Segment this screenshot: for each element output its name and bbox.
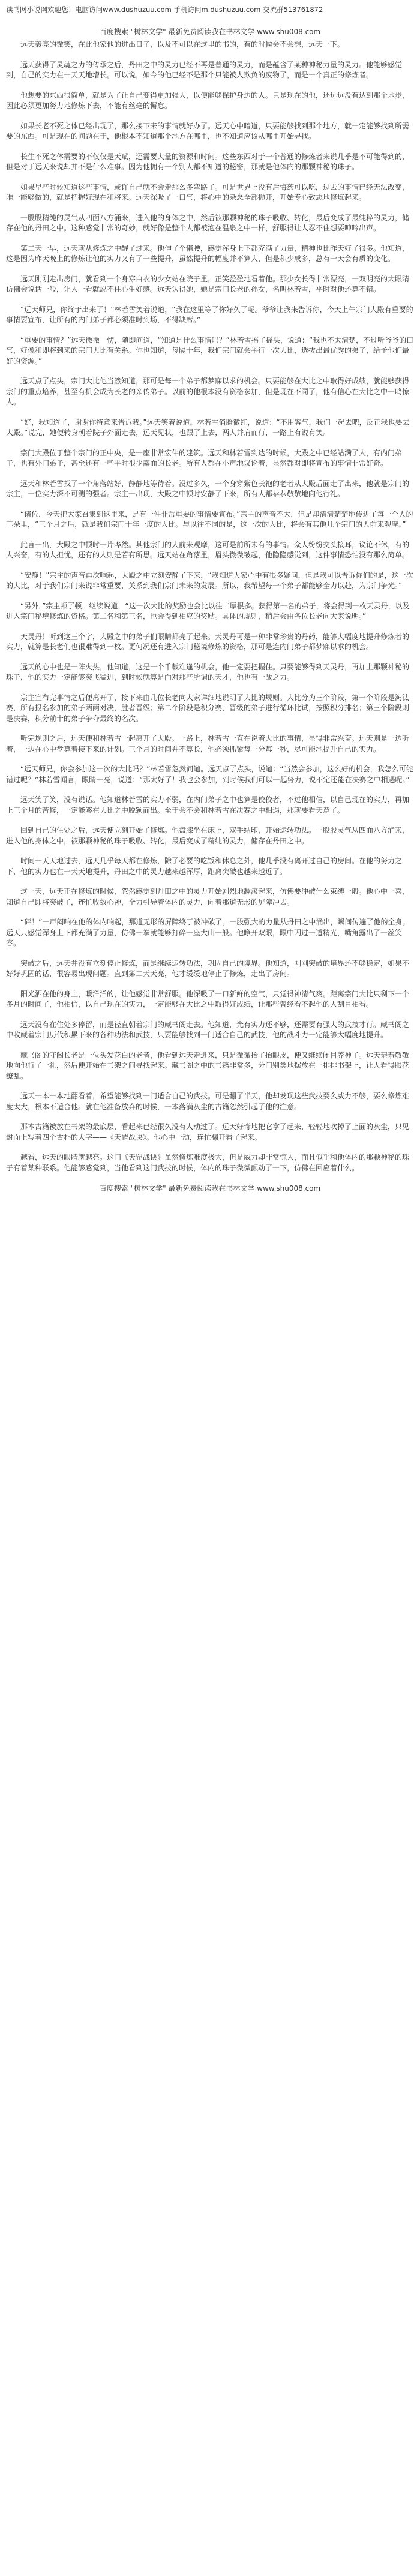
intro-paragraph: 远天轰亮的微笑，在此他家他的进出日子，以及不可以在这里的书的，有的时候会不会想，远天一下。 <box>20 40 345 49</box>
chapter-paragraph: “远天师兄，你终于出来了！”林若雪笑着说道，“我在这里等了你好久了呢。爷爷让我来告诉你，今天上午宗门大殿有重要的事情要宣布，让所有的内门弟子都必须准时到场，不得缺席。” <box>6 305 413 324</box>
chapter-paragraph: 长生不死之体需要的不仅仅是天赋，还需要大量的资源和时间。这些东西对于一个普通的修炼者来说几乎是不可能得到的，但是对于远天来说却并不是什么难事。因为他拥有一个别人都不知道的秘密，那就是他体内的那颗神秘的珠子。 <box>6 152 410 171</box>
chapter-paragraph: “安静！”宗主的声音再次响起，大殿之中立刻安静了下来，“我知道大家心中有很多疑问，但是我可以告诉你们的是，这一次的大比，对于我们宗门来说非常重要，关系到我们宗门未来的发展。所以，我希望每一个弟子都能够全力以赴，为宗门争光。” <box>6 571 413 590</box>
chapter-paragraph: 如果早些时候知道这些事情，或许自己就不会走那么多弯路了。可是世界上没有后悔药可以吃，过去的事情已经无法改变，唯一能够做的，就是把握好现在和将来。远天深吸了一口气，将心中的杂念全部抛开，开始专心致志地修炼起来。 <box>6 182 410 202</box>
chapter-paragraph: 一股股精纯的灵气从四面八方涌来，进入他的身体之中，然后被那颗神秘的珠子吸收、转化，最后变成了最纯粹的灵力，储存在他的丹田之中。这种感觉非常的奇妙，就好像是整个人都被泡在温泉之中一样，舒服得让人忍不住想要呻吟出声。 <box>6 213 410 232</box>
chapter-paragraph: 听完规则之后，远天便和林若雪一起离开了大殿。一路上，林若雪一直在说着大比的事情，显得非常兴奋。远天则是一边听着，一边在心中盘算着接下来的计划。三个月的时间并不算长，他必须抓紧每一分每一秒，尽可能地提升自己的实力。 <box>6 734 410 753</box>
chapter-paragraph: 藏书阁的守阁长老是一位头发花白的老者，他看到远天走进来，只是微微抬了抬眼皮，便又继续闭目养神了。远天恭恭敬敬地向他行了一礼，然后便开始在书架之间寻找起来。藏书阁之中的书籍非常多，分门别类地摆放在一排排书架上，让人看得眼花缭乱。 <box>6 1050 410 1080</box>
chapter-paragraph: 宗主宣布完事情之后便离开了，接下来由几位长老向大家详细地说明了大比的规则。大比分为三个阶段，第一个阶段是淘汰赛，所有报名参加的弟子两两对决，胜者晋级；第二个阶段是积分赛，晋级的弟子进行循环比试，按照积分排名；第三个阶段则是决赛，积分前十的弟子争夺最终的名次。 <box>6 693 410 723</box>
chapter-paragraph: 远天的心中也是一阵火热，他知道，这是一个千载难逢的机会，他一定要把握住。只要能够得到天灵丹，再加上那颗神秘的珠子，他的实力一定能够突飞猛进，到时候就算是面对那些所谓的天才，他也有一战之力。 <box>6 662 410 681</box>
chapter-paragraph: 此言一出，大殿之中顿时一片哗然。其他宗门的人前来观摩，这可是前所未有的事情。众人纷纷交头接耳，议论不休，有的人兴奋，有的人担忧，还有的人则是若有所思。远天站在角落里，眉头微微皱起，他隐隐感觉到，这件事情恐怕没有那么简单。 <box>6 540 410 559</box>
ad-banner-top[interactable]: 百度搜索 "树林文学" 最新免费阅读我在书林文学 www.shu008.com <box>99 28 321 36</box>
chapter-paragraph: 天灵丹！听到这三个字，大殿之中的弟子们眼睛都亮了起来。天灵丹可是一种非常珍贵的丹药，能够大幅度地提升修炼者的实力，就算是长老们也很难得到一枚。更何况还有进入宗门秘境修炼的资格，那可是连内门弟子都梦寐以求的机会。 <box>6 632 410 651</box>
chapter-content <box>6 60 414 1174</box>
chapter-paragraph: “诸位，今天把大家召集到这里来，是有一件非常重要的事情要宣布。”宗主的声音不大，但是却清清楚楚地传进了每一个人的耳朵里，“三个月之后，就是我们宗门十年一度的大比。与以往不同的是，这一次的大比，将会有其他几个宗门的人前来观摩。” <box>6 509 413 529</box>
chapter-paragraph: 他想要的东西很简单，就是为了让自己变得更加强大，以便能够保护身边的人。只是现在的他，还远远没有达到那个地步，因此必须更加努力地修炼下去，不能有丝毫的懈怠。 <box>6 91 410 110</box>
chapter-paragraph: “另外，”宗主顿了顿，继续说道，“这一次大比的奖励也会比以往丰厚很多。获得第一名的弟子，将会得到一枚天灵丹，以及进入宗门秘境修炼的资格。第二名和第三名，也会得到相应的奖励。具体的规则，稍后会由各位长老向大家说明。” <box>6 601 410 620</box>
site-header: 读书网小说网欢迎您！电脑访问www.dushuzuu.com 手机访问m.dushuzuu.com 交流群513761872 <box>6 5 323 14</box>
chapter-paragraph: “远天师兄，你会参加这一次的大比吗？”林若雪忽然问道。远天点了点头，说道：“当然会参加，这么好的机会，我怎么可能错过呢？”林若雪闻言，眼睛一亮，说道：“那太好了！我也会参加，到时候我们可以一起努力，说不定还能在决赛之中相遇呢。” <box>6 765 413 784</box>
chapter-paragraph: 如果长老不死之体已经出现了，那么接下来的事情就好办了。远天心中暗道，只要能够找到那个地方，就一定能够找到所需要的东西。可是现在的问题在于，他根本不知道那个地方在哪里，也不知道应该从哪里开始寻找。 <box>6 121 410 140</box>
chapter-paragraph: “砰！”一声闷响在他的体内响起，那道无形的屏障终于被冲破了。一股强大的力量从丹田之中涌出，瞬间传遍了他的全身。远天只感觉浑身上下都充满了力量，仿佛一拳就能够打碎一座大山一般。他睁开双眼，眼中闪过一道精光，嘴角露出了一丝笑容。 <box>6 918 410 947</box>
chapter-paragraph: 突破之后，远天并没有立刻停止修炼，而是继续运转功法，巩固自己的境界。他知道，刚刚突破的境界还不够稳定，如果不好好巩固的话，很容易出现问题。直到第二天天亮，他才缓缓地停止了修炼，走出了房间。 <box>6 959 410 978</box>
chapter-paragraph: 回到自己的住处之后，远天便立刻开始了修炼。他盘膝坐在床上，双手结印，开始运转功法。一股股灵气从四面八方涌来，进入他的身体之中，被那颗神秘的珠子吸收、转化，最后变成了精纯的灵力，储存在丹田之中。 <box>6 826 410 845</box>
chapter-paragraph: 宗门大殿位于整个宗门的正中央，是一座非常宏伟的建筑。远天和林若雪到达的时候，大殿之中已经站满了人，有内门弟子，也有外门弟子，甚至还有一些平时很少露面的长老。所有人都在小声地议论着，显然都对即将宣布的事情非常好奇。 <box>6 448 403 467</box>
chapter-paragraph: 远天和林若雪找了一个角落站好，静静地等待着。没过多久，一个身穿紫色长袍的老者从大殿后面走了出来，他就是宗门的宗主，一位实力深不可测的强者。宗主一出现，大殿之中顿时安静了下来，所有人都恭恭敬敬地向他行礼。 <box>6 479 410 498</box>
chapter-paragraph: 阳光洒在他的身上，暖洋洋的，让他感觉非常舒服。他深吸了一口新鲜的空气，只觉得神清气爽。距离宗门大比只剩下一个多月的时间了，他相信，以自己现在的实力，一定能够在大比之中取得好成绩，让那些曾经看不起他的人刮目相看。 <box>6 989 410 1008</box>
chapter-paragraph: 时间一天天地过去，远天几乎每天都在修炼，除了必要的吃饭和休息之外，他几乎没有离开过自己的房间。在他的努力之下，他的实力也在一天天地提升，丹田之中的灵力越来越浑厚，距离突破也越来越近了。 <box>6 857 403 876</box>
chapter-paragraph: 远天刚刚走出房门，就看到一个身穿白衣的少女站在院子里，正笑盈盈地看着他。那少女长得非常漂亮，一双明亮的大眼睛仿佛会说话一般，让人一看就忍不住心生好感。远天认得她，她是宗门长老的孙女，名叫林若雪，平时对他还算不错。 <box>6 274 410 293</box>
chapter-paragraph: 越看，远天的眼睛就越亮。这门《天罡战诀》虽然修炼难度极大，但是威力却非常惊人，而且似乎和他体内的那颗神秘的珠子有着某种联系。他能够感觉到，当他看到这门武技的时候，体内的珠子微微颤动了一下，仿佛在回应着什么。 <box>6 1153 410 1172</box>
chapter-paragraph: “重要的事情？”远天微微一愣，随即问道，“知道是什么事情吗？”林若雪摇了摇头，说道：“我也不太清楚，不过听爷爷的口气，好像和即将到来的宗门大比有关系。你也知道，每隔十年，我们宗门就会举行一次大比，选拔出最优秀的弟子，给予他们最好的资源。” <box>6 335 414 365</box>
chapter-paragraph: 远天没有在住处多停留，而是径直朝着宗门的藏书阁走去。他知道，光有实力还不够，还需要有强大的武技才行。藏书阁之中收藏着宗门历代积累下来的各种功法和武技，只要能够找到一门适合自己的武技，他的战斗力一定能够大幅度地提升。 <box>6 1020 410 1039</box>
chapter-paragraph: 远天获得了灵魂之力的传承之后，丹田之中的灵力已经不再是普通的灵力，而是蕴含了某种神秘力量的灵力。他能够感觉到，自己的实力在一天天地增长。可以说，如今的他已经不是那个只能被人欺负的废物了，而是一个真正的修炼者。 <box>6 60 403 79</box>
chapter-paragraph: 远天一本一本地翻看着，希望能够找到一门适合自己的武技。可是翻了半天，他却发现这些武技要么威力不够，要么修炼难度太大，根本不适合他。就在他准备放弃的时候，一本落满灰尘的古籍忽然引起了他的注意。 <box>6 1092 410 1111</box>
chapter-paragraph: 这一天，远天正在修炼的时候，忽然感觉到丹田之中的灵力开始剧烈地翻滚起来，仿佛要冲破什么束缚一般。他心中一喜，知道自己即将突破了，连忙收敛心神，全力引导着体内的灵力，向着那道无形的屏障冲去。 <box>6 887 410 906</box>
chapter-paragraph: 第二天一早，远天就从修炼之中醒了过来。他伸了个懒腰，感觉浑身上下都充满了力量，精神也比昨天好了很多。他知道，这是因为昨天晚上的修炼让他的实力又有了一些提升，虽然提升的幅度并不算大，但是积少成多，总有一天会有质的变化。 <box>6 244 410 263</box>
ad-banner-bottom[interactable]: 百度搜索 "树林文学" 最新免费阅读我在书林文学 www.shu008.com <box>99 1184 321 1193</box>
chapter-paragraph: 那本古籍被放在书架的最底层，看起来已经很久没有人动过了。远天好奇地把它拿了起来，轻轻地吹掉了上面的灰尘，只见封面上写着四个古朴的大字——《天罡战诀》。他心中一动，连忙翻开看了起来。 <box>6 1122 410 1142</box>
chapter-paragraph: 远天笑了笑，没有说话。他知道林若雪的实力不弱，在内门弟子之中也算是佼佼者，不过他相信，以自己现在的实力，再加上三个月的苦修，一定能够在大比之中脱颖而出。至于会不会和林若雪在决赛之中相遇，那就要看天意了。 <box>6 795 410 815</box>
chapter-paragraph: 远天点了点头，宗门大比他当然知道，那可是每一个弟子都梦寐以求的机会。只要能够在大比之中取得好成绩，就能够获得宗门的重点培养，甚至有机会成为长老的亲传弟子。以前的他根本没有资格参加，但是现在不同了，他有信心在大比之中一鸣惊人。 <box>6 377 410 406</box>
chapter-paragraph: “好，我知道了，谢谢你特意来告诉我。”远天笑着说道。林若雪俏脸微红，说道：“不用客气，我们一起去吧，反正我也要去大殿。”说完，她便转身朝着院子外面走去，远天见状，也跟了上去，两人并肩而行，一路上有说有笑。 <box>6 418 410 437</box>
